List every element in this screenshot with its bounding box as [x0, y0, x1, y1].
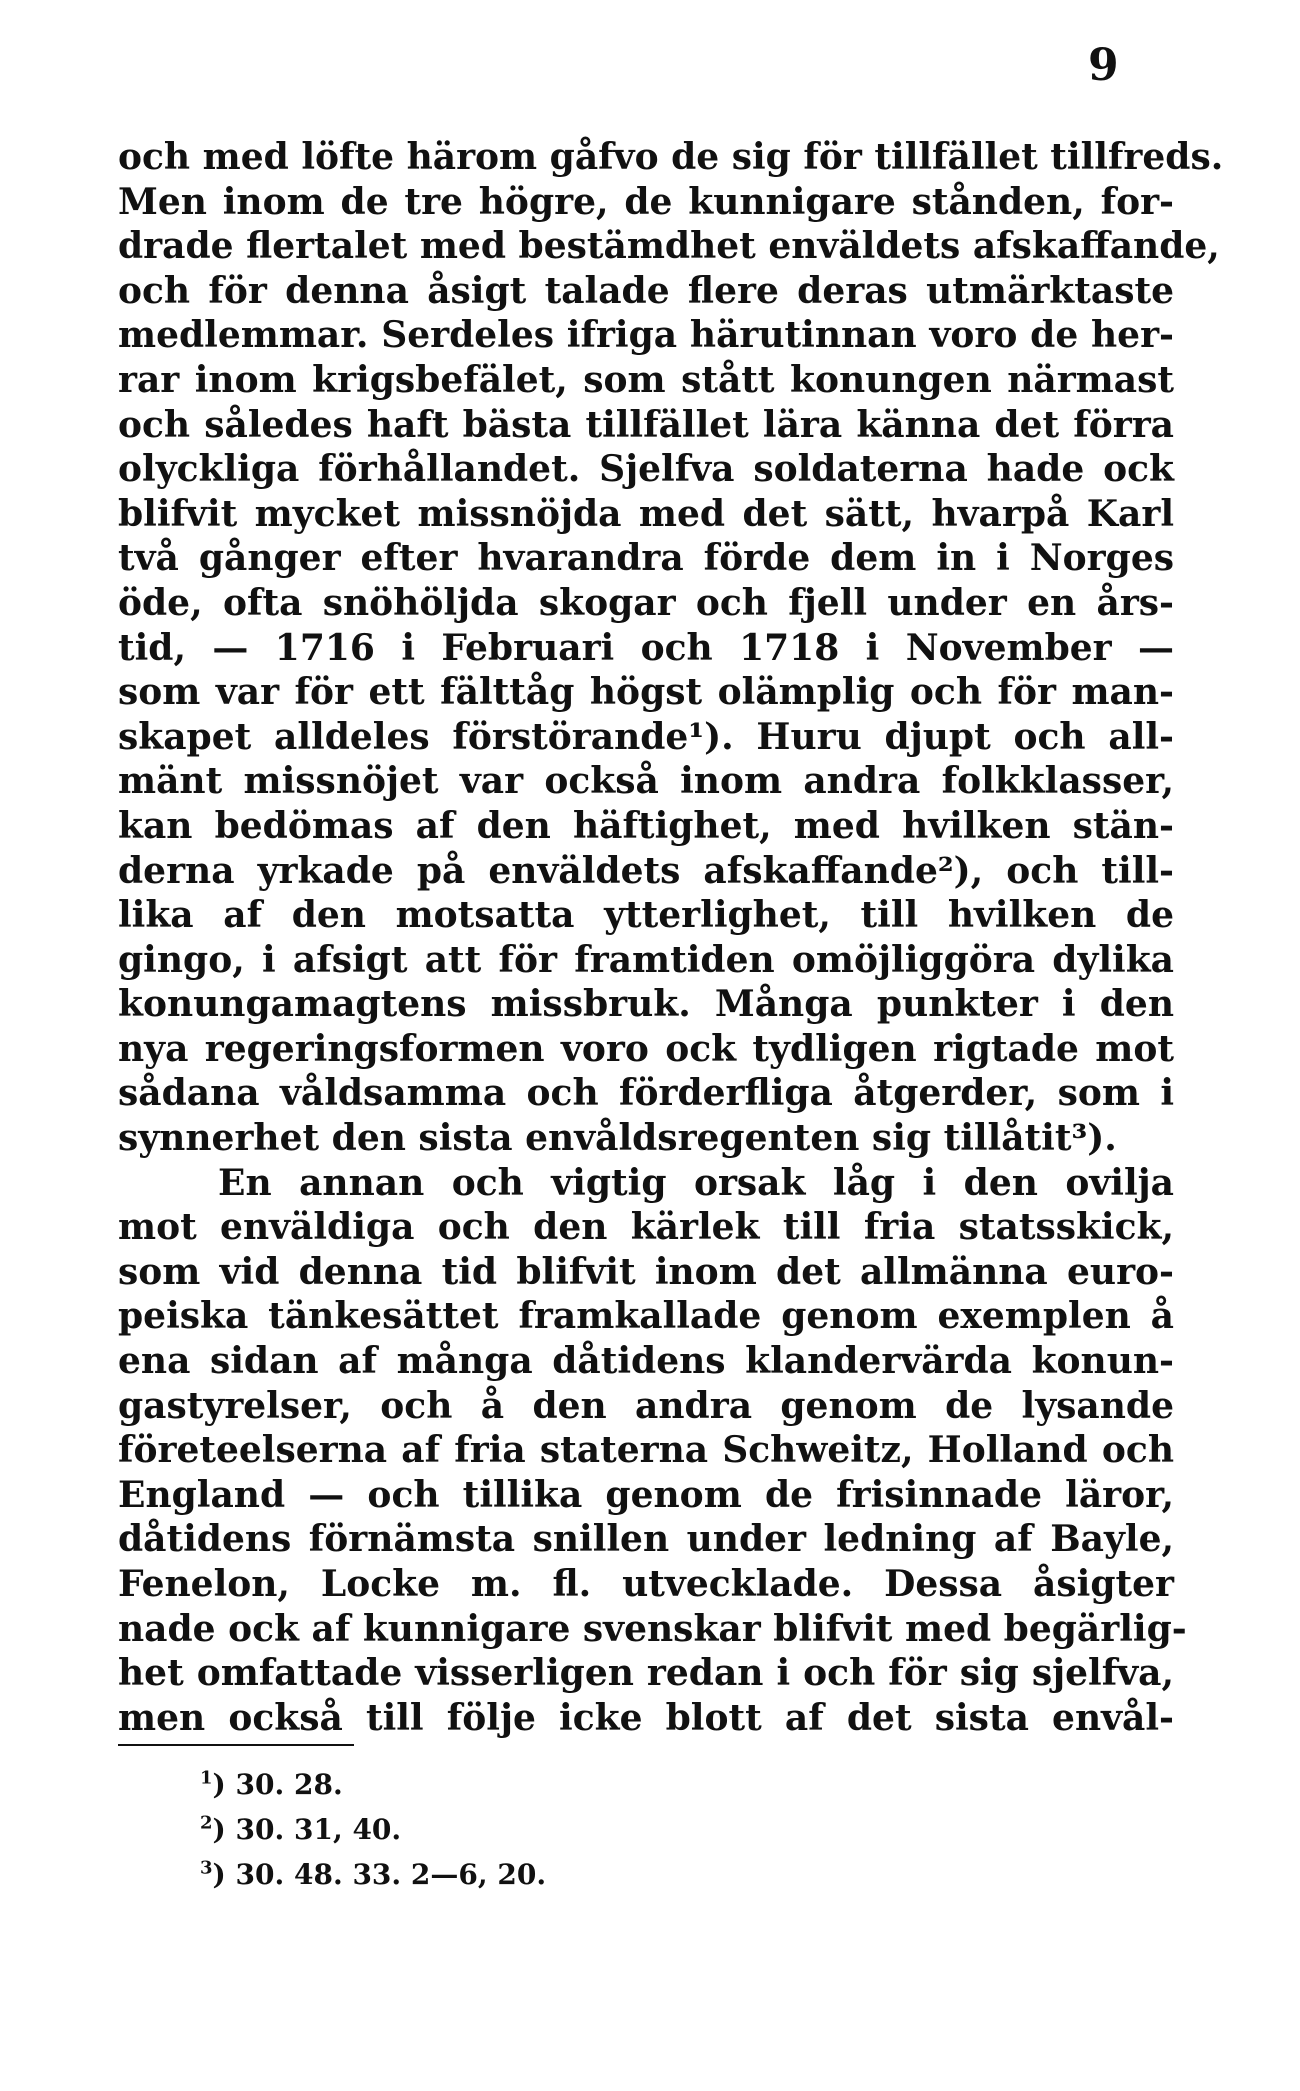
- text-line: som vid denna tid blifvit inom det allmänna euro-: [118, 1250, 1174, 1293]
- text-line: dåtidens förnämsta snillen under ledning af Bayle,: [118, 1518, 1174, 1561]
- text-line: mot enväldiga och den kärlek till fria statsskick,: [118, 1206, 1174, 1249]
- text-line: konungamagtens missbruk. Många punkter i den: [118, 983, 1174, 1026]
- text-line: drade flertalet med bestämdhet enväldets afskaffande,: [118, 225, 1220, 268]
- text-line: medlemmar. Serdeles ifriga härutinnan voro de her-: [118, 314, 1174, 357]
- text-line: nya regeringsformen voro ock tydligen rigtade mot: [118, 1027, 1174, 1070]
- text-line: peiska tänkesättet framkallade genom exemplen å: [118, 1295, 1174, 1338]
- text-line: och således haft bästa tillfället lära känna det förra: [118, 403, 1174, 446]
- text-line: blifvit mycket missnöjda med det sätt, hvarpå Karl: [118, 492, 1174, 535]
- footnote-marker: 3: [200, 1857, 213, 1879]
- text-line: synnerhet den sista envåldsregenten sig tillåtit³).: [118, 1117, 1117, 1160]
- text-line: ena sidan af många dåtidens klandervärda konun-: [118, 1340, 1174, 1383]
- page-number: 9: [1088, 40, 1119, 91]
- text-line: mänt missnöjet var också inom andra folkklasser,: [118, 760, 1174, 803]
- text-line: kan bedömas af den häftighet, med hvilken stän-: [118, 804, 1174, 847]
- text-line: het omfattade visserligen redan i och för sig sjelfva,: [118, 1652, 1174, 1695]
- footnote: $^1$) 30. 28.: [200, 1767, 343, 1801]
- text-line: som var för ett fälttåg högst olämplig och för man-: [118, 671, 1174, 714]
- text-line: nade ock af kunnigare svenskar blifvit med begärlig-: [118, 1607, 1187, 1650]
- text-line: lika af den motsatta ytterlighet, till hvilken de: [118, 894, 1174, 937]
- text-line: Fenelon, Locke m. fl. utvecklade. Dessa åsigter: [118, 1563, 1174, 1605]
- footnote: $^3$) 30. 48. 33. 2—6, 20.: [200, 1857, 547, 1891]
- text-line: tid, — 1716 i Februari och 1718 i November —: [118, 626, 1174, 669]
- footnote-marker: 1: [200, 1767, 213, 1789]
- text-line: sådana våldsamma och förderfliga åtgerder, som i: [118, 1072, 1174, 1115]
- footnote: $^2$) 30. 31, 40.: [200, 1812, 402, 1846]
- text-line: rar inom krigsbefälet, som stått konungen närmast: [118, 358, 1174, 401]
- footnote-text: 30. 48. 33. 2—6, 20.: [235, 1858, 547, 1891]
- text-line: öde, ofta snöhöljda skogar och fjell under en års-: [118, 581, 1174, 624]
- text-line: England — och tillika genom de frisinnade läror,: [118, 1473, 1174, 1516]
- footnotes: [200, 1762, 546, 1897]
- text-line: och för denna åsigt talade flere deras utmärktaste: [118, 269, 1174, 312]
- text-line: gastyrelser, och å den andra genom de lysande: [118, 1384, 1174, 1427]
- text-line: skapet alldeles förstörande¹). Huru djupt och all-: [118, 715, 1174, 758]
- footnote-text: 30. 28.: [235, 1768, 343, 1801]
- text-line: företeelserna af fria staterna Schweitz, Holland och: [118, 1429, 1174, 1472]
- text-line: derna yrkade på enväldets afskaffande²), och till-: [118, 849, 1174, 892]
- footnote-marker: 2: [200, 1812, 213, 1834]
- footnote-text: 30. 31, 40.: [235, 1813, 402, 1846]
- text-line: gingo, i afsigt att för framtiden omöjliggöra dylika: [118, 938, 1174, 981]
- text-line: och med löfte härom gåfvo de sig för tillfället tillfreds.: [118, 136, 1224, 178]
- body-text: [118, 135, 1224, 1740]
- text-line: En annan och vigtig orsak låg i den ovilja: [218, 1161, 1174, 1204]
- text-line: två gånger efter hvarandra förde dem in i Norges: [118, 537, 1174, 580]
- text-line: men också till följe icke blott af det sista envål-: [118, 1696, 1174, 1739]
- text-line: olyckliga förhållandet. Sjelfva soldaterna hade ock: [118, 448, 1174, 491]
- text-line: Men inom de tre högre, de kunnigare stånden, for-: [118, 180, 1174, 223]
- footnote-divider: [118, 1744, 354, 1746]
